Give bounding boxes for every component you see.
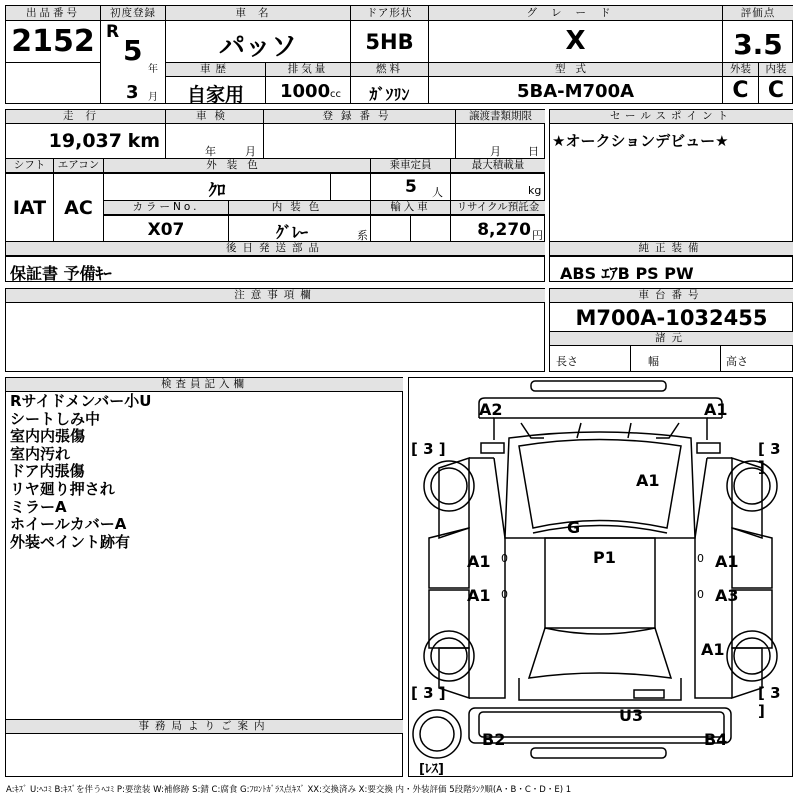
later-parts: 保証書 予備ｷｰ (10, 264, 112, 283)
damage-mark: A1 (467, 552, 491, 571)
exterior-grade: C (732, 78, 749, 103)
damage-mark: A1 (467, 586, 491, 605)
int-color-label: 内装色 (229, 201, 370, 215)
max-load-label: 最大積載量 (451, 159, 545, 173)
ext-color-label: 外装色 (104, 159, 370, 173)
int-color: ｸﾞﾚｰ (275, 223, 308, 242)
damage-diagram (408, 377, 793, 777)
inspector-label: 検査員記入欄 (6, 378, 403, 392)
small-mark: 0 (501, 588, 508, 601)
inspector-lines (10, 393, 151, 551)
month: 3 (126, 82, 139, 103)
grade-label: グレード (429, 6, 722, 21)
inspector-line: ドア内張傷 (10, 462, 85, 481)
small-mark: 0 (697, 588, 704, 601)
capacity: 5 (405, 177, 417, 197)
score: 3.5 (733, 28, 783, 61)
damage-mark: G (567, 518, 581, 537)
color-no: X07 (147, 220, 185, 240)
inspector-line: ホイールカバーA (10, 515, 127, 534)
legend: A:ｷｽﾞ U:ﾍｺﾐ B:ｷｽﾞを伴うﾍｺﾐ P:要塗装 W:補修跡 S:錆 C:腐食 G:ﾌﾛﾝﾄｶﾞﾗｽ点ｷｽﾞ XX:交換済み X:要交換 内・外装評価 5段階ﾗﾝｸ順(A・B・C・D・E) 1 (6, 785, 572, 795)
tire-tread: [ 3 ] (411, 684, 446, 702)
tire-tread: [ 3 ] (758, 440, 781, 476)
inspector-line: Rサイドメンバー小U (10, 392, 152, 410)
capacity-label: 乗車定員 (371, 159, 450, 173)
inspection-month-unit: 月 (245, 145, 256, 158)
mileage-unit: km (127, 130, 160, 152)
shift-label: シフト (6, 159, 53, 173)
damage-mark: A1 (715, 552, 739, 571)
inspector-line: 外装ペイント跡有 (10, 532, 131, 551)
mileage-value: 19,037 (48, 130, 122, 152)
damage-mark: A1 (636, 471, 660, 490)
sales-point-text: ★オークションデビュー★ (552, 132, 729, 150)
mileage (6, 130, 164, 152)
small-mark: 0 (697, 552, 704, 565)
recycle-unit: 円 (532, 229, 543, 242)
displacement: 1000 (280, 81, 331, 102)
later-parts-label: 後日発送部品 (6, 242, 545, 256)
car-name-label: 車名 (166, 6, 350, 21)
damage-mark: P1 (593, 548, 616, 567)
ext-color: ｸﾛ (208, 181, 226, 201)
capacity-unit: 人 (432, 186, 443, 199)
month-unit: 月 (148, 92, 158, 103)
interior-label: 内装 (759, 63, 793, 77)
spare-tire: [ﾚｽ] (419, 762, 444, 777)
first-reg-label: 初度登録 (101, 6, 165, 21)
spec-height: 高さ (726, 355, 748, 368)
inspector-line: 室内汚れ (10, 444, 71, 463)
damage-mark: A1 (704, 400, 728, 419)
displacement-unit: cc (330, 89, 341, 100)
recycle-label: リサイクル預託金 (451, 201, 545, 215)
recycle: 8,270 (477, 220, 531, 240)
small-mark: 0 (501, 552, 508, 565)
reg-no-label: 登録番号 (264, 110, 455, 124)
shift: IAT (12, 197, 47, 219)
history-label: 車歴 (166, 63, 265, 77)
transfer-month-unit: 月 (490, 145, 501, 158)
mileage-label: 走行 (6, 110, 165, 124)
inspection-year-unit: 年 (205, 145, 216, 158)
sales-point-label: セールスポイント (550, 110, 793, 124)
import-label: 輸入車 (371, 201, 450, 215)
grade: X (565, 26, 586, 56)
inspector-line: シートしみ中 (10, 409, 101, 428)
history: 自家用 (186, 84, 244, 106)
specs-label: 諸元 (550, 332, 793, 346)
model: 5BA-M700A (516, 81, 635, 102)
damage-mark: U3 (619, 706, 644, 725)
tire-tread: [ 3 ] (411, 440, 446, 458)
era: R (106, 22, 120, 42)
damage-mark: A3 (715, 586, 739, 605)
year: 5 (123, 34, 143, 67)
model-label: 型式 (429, 63, 722, 77)
inspector-line: 室内内張傷 (10, 427, 86, 446)
year-unit: 年 (148, 64, 158, 75)
fuel-label: 燃料 (351, 63, 428, 77)
exterior-label: 外装 (723, 63, 758, 77)
door-label: ドア形状 (351, 6, 428, 21)
lot-no-label: 出品番号 (6, 6, 100, 21)
displacement-label: 排気量 (266, 63, 350, 77)
inspector-line: ミラーA (10, 497, 67, 516)
int-color-unit: 系 (357, 229, 368, 242)
chassis-label: 車台番号 (550, 289, 793, 303)
score-label: 評価点 (723, 6, 793, 21)
inspector-line: リヤ廻り押され (10, 479, 115, 498)
fuel: ｶﾞｿﾘﾝ (369, 85, 410, 104)
ac-label: エアコン (54, 159, 103, 173)
notes-label: 注意事項欄 (6, 289, 545, 303)
lot-no: 2152 (11, 24, 95, 59)
inspection-label: 車検 (166, 110, 263, 124)
office-label: 事務局よりご案内 (6, 720, 403, 734)
car-name: パッソ (218, 32, 297, 62)
spec-width: 幅 (648, 355, 659, 368)
max-load-unit: kg (528, 184, 542, 197)
door: 5HB (365, 30, 414, 54)
spec-length: 長さ (556, 355, 578, 368)
car-outline (409, 378, 792, 776)
transfer-day-unit: 日 (528, 145, 539, 158)
transfer-label: 譲渡書類期限 (456, 110, 545, 124)
tire-tread: [ 3 ] (758, 684, 781, 720)
damage-mark: B4 (704, 730, 728, 749)
damage-mark: A1 (701, 640, 725, 659)
damage-mark: B2 (482, 730, 506, 749)
chassis-number: M700A-1032455 (575, 306, 768, 330)
damage-mark: A2 (479, 400, 503, 419)
ac: AC (64, 197, 93, 219)
genuine-text: ABS ｴｱB PS PW (560, 264, 694, 283)
interior-grade: C (767, 78, 785, 103)
genuine-label: 純正装備 (550, 242, 793, 256)
color-no-label: カラーNo. (104, 201, 228, 215)
